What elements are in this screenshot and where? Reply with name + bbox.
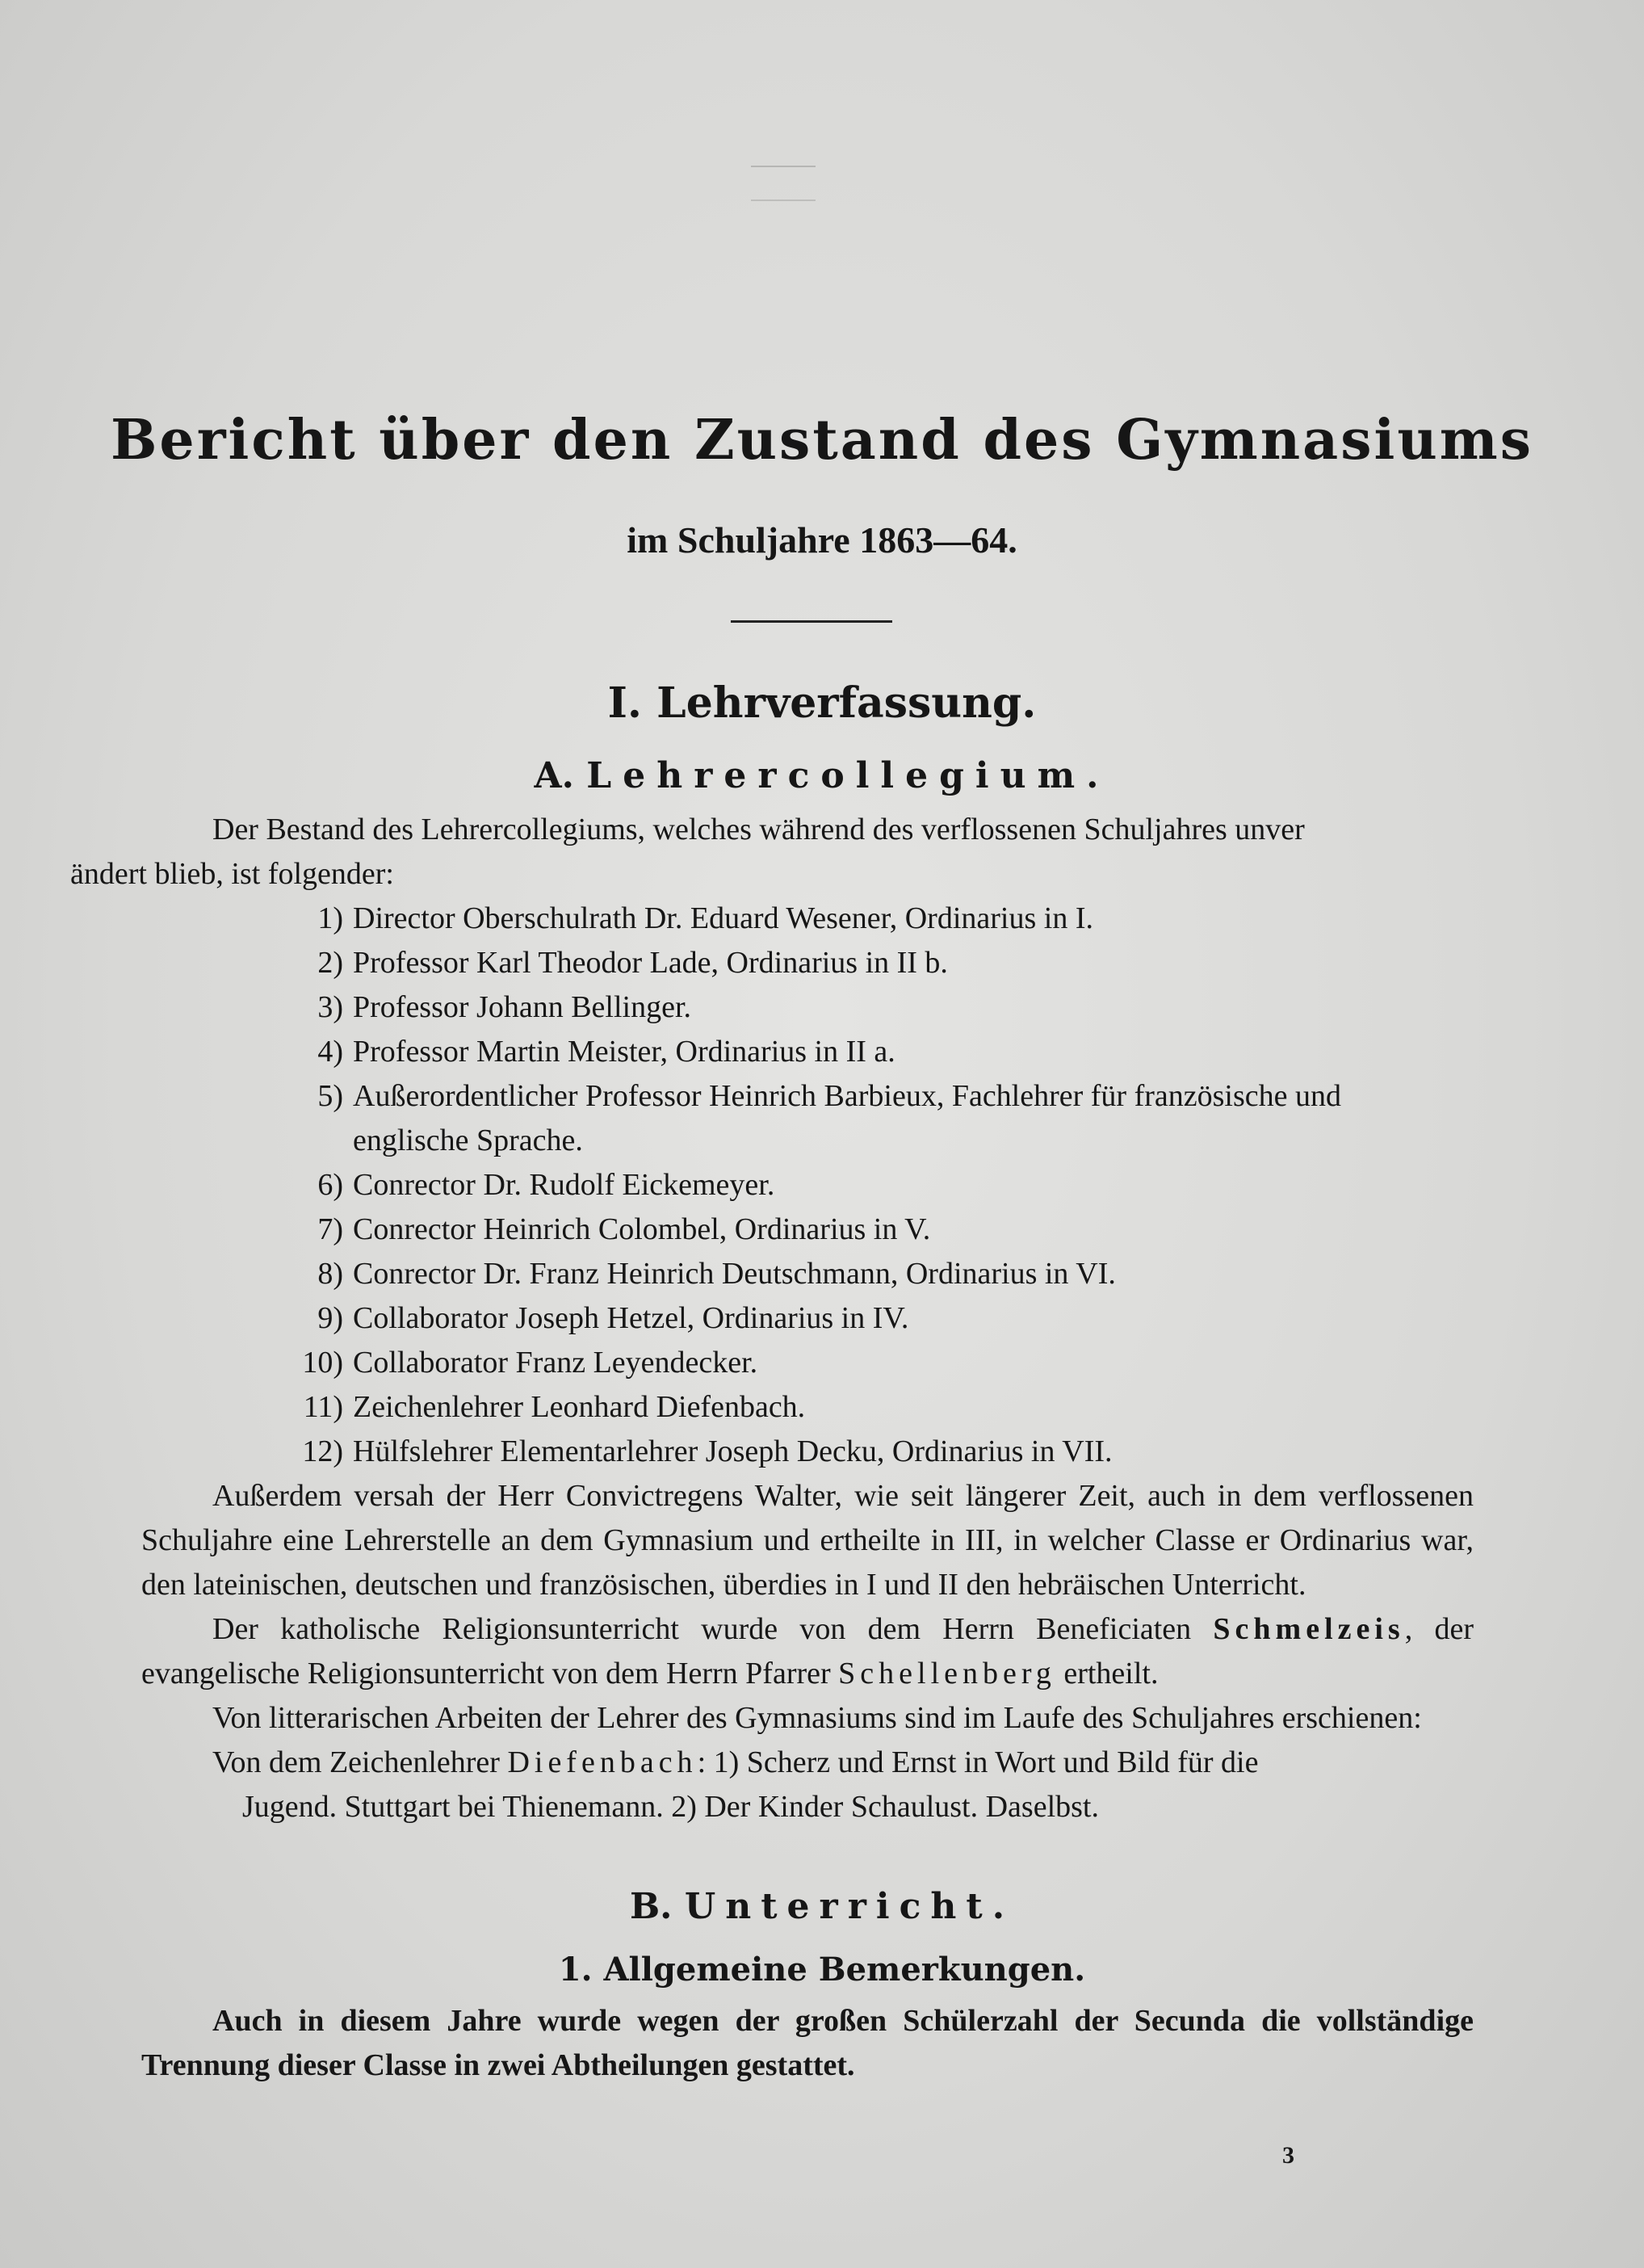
intro-text-start: Der Bestand des Lehrercollegiums, welches während des verflossenen Schuljahres unver: [212, 813, 1305, 846]
paragraph-walter: Außerdem versah der Herr Convictregens Walter, wie seit längerer Zeit, auch in dem verflossenen Schuljahre eine Lehrerstelle an dem Gymnasium und ertheilte in III, in welcher Classe er Ordinarius war, den lateinischen, deutschen und französischen, überdies in I und II den hebräischen Unterricht.: [141, 1479, 1474, 1602]
paragraph-publications: Von litterarischen Arbeiten der Lehrer des Gymnasiums sind im Laufe des Schuljahres erschienen:: [212, 1701, 1422, 1735]
list-item: 8) Conrector Dr. Franz Heinrich Deutschmann, Ordinarius in VI.: [317, 1257, 1116, 1291]
list-item-continuation: englische Sprache.: [353, 1124, 583, 1157]
section-body: [70, 808, 1474, 1829]
name-schellenberg: Schellenberg: [838, 1657, 1056, 1690]
list-item: 1) Director Oberschulrath Dr. Eduard Wesener, Ordinarius in I.: [317, 901, 1093, 935]
subsection-heading-bemerkungen: 1. Allgemeine Bemerkungen.: [558, 1951, 1086, 1989]
list-item: 11) Zeichenlehrer Leonhard Diefenbach.: [303, 1390, 806, 1424]
list-item: 5) Außerordentlicher Professor Heinrich Barbieux, Fachlehrer für französische und: [317, 1079, 1341, 1113]
publication-entry: Von dem Zeichenlehrer Diefenbach: 1) Scherz und Ernst in Wort und Bild für die: [212, 1745, 1259, 1779]
list-item: 7) Conrector Heinrich Colombel, Ordinarius in V.: [317, 1212, 931, 1246]
subsection-title: Lehrercollegium.: [586, 755, 1110, 796]
intro-paragraph: [70, 808, 1474, 897]
page-subtitle: im Schuljahre 1863—64.: [627, 519, 1017, 561]
section-heading-lehrverfassung: I. Lehrverfassung.: [607, 678, 1037, 728]
subsection-heading-lehrercollegium: [0, 755, 1644, 796]
page-number: 3: [1282, 2142, 1294, 2169]
subsection-label: A.: [534, 755, 574, 796]
list-item: 3) Professor Johann Bellinger.: [317, 990, 692, 1024]
list-item: 10) Collaborator Franz Leyendecker.: [302, 1346, 758, 1380]
staff-list: [141, 897, 1474, 1474]
paragraph-secunda: Auch in diesem Jahre wurde wegen der großen Schülerzahl der Secunda die vollständige Trennung dieser Classe in zwei Abtheilungen gestattet.: [141, 2004, 1474, 2082]
page-title: Bericht über den Zustand des Gymnasiums: [110, 408, 1534, 472]
title-divider: [731, 620, 892, 623]
list-item: 12) Hülfslehrer Elementarlehrer Joseph Decku, Ordinarius in VII.: [302, 1434, 1113, 1468]
show-through-ornament: [751, 166, 816, 201]
publication-entry-continued: Jugend. Stuttgart bei Thienemann. 2) Der Kinder Schaulust. Daselbst.: [242, 1790, 1099, 1824]
section-b-title: Unterricht.: [684, 1886, 1015, 1927]
list-item: 2) Professor Karl Theodor Lade, Ordinarius in II b.: [317, 946, 948, 980]
name-schmelzeis: Schmelzeis: [1213, 1612, 1405, 1646]
intro-text-end: ändert blieb, ist folgender:: [70, 857, 394, 891]
list-item: 6) Conrector Dr. Rudolf Eickemeyer.: [317, 1168, 775, 1202]
section-b-label: B.: [629, 1886, 673, 1927]
paragraph-religion: Der katholische Religionsunterricht wurde von dem Herrn Beneficiaten Schmelzeis, der evangelische Religionsunterricht von dem Herrn Pfarrer Schellenberg ertheilt.: [141, 1612, 1474, 1690]
list-item: 9) Collaborator Joseph Hetzel, Ordinarius in IV.: [317, 1301, 909, 1335]
section-b-body: [141, 1999, 1474, 2088]
section-heading-unterricht: [0, 1886, 1644, 1927]
name-diefenbach: Diefenbach: [507, 1745, 698, 1779]
list-item: 4) Professor Martin Meister, Ordinarius in II a.: [317, 1035, 895, 1069]
